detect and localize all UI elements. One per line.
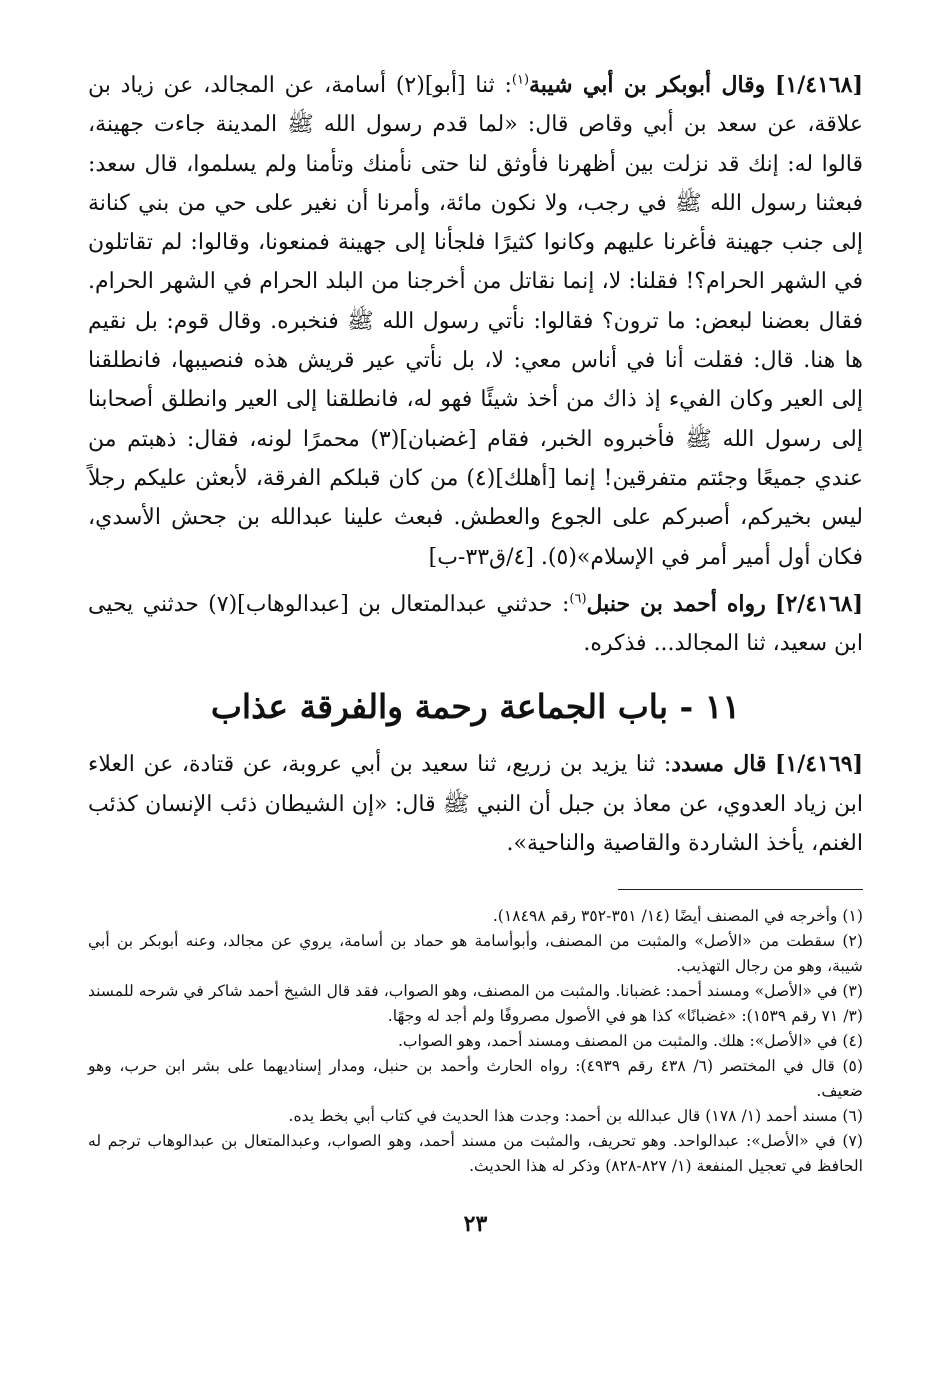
hadith-paragraph-3 bbox=[88, 745, 863, 863]
hadith-text: : ثنا يزيد بن زريع، ثنا سعيد بن أبي عروبة، عن قتادة، عن العلاء ابن زياد العدوي، عن معاذ بن جبل أن النبي ﷺ قال: «إن الشيطان ذئب الإنسان كذئب الغنم، يأخذ الشاردة والقاصية والناحية». bbox=[88, 752, 863, 857]
footnote-divider bbox=[618, 889, 863, 890]
folio-marker: [٤/ق٣٣-ب] bbox=[428, 544, 534, 570]
footnote-4: (٤) في «الأصل»: هلك. والمثبت من المصنف ومسند أحمد، وهو الصواب. bbox=[397, 1032, 863, 1051]
chapter-heading: ١١ - باب الجماعة رحمة والفرقة عذاب bbox=[210, 687, 741, 727]
footnote-2: (٢) سقطت من «الأصل» والمثبت من المصنف، وأبوأسامة هو حماد بن أسامة، يروي عن مجالد، وعنه أبوبكر بن أبي شيبة، وهو من رجال التهذيب. bbox=[88, 932, 863, 976]
footnote-1: (١) وأخرجه في المصنف أيضًا (١٤/ ٣٥١-٣٥٢ رقم ١٨٤٩٨). bbox=[492, 907, 863, 926]
hadith-paragraph-2 bbox=[88, 585, 863, 664]
hadith-reference: [٢/٤١٦٨] bbox=[775, 590, 863, 617]
hadith-reference: [١/٤١٦٨] bbox=[775, 72, 863, 98]
footnote-marker: (٦) bbox=[569, 591, 587, 607]
page-number: ٢٣ bbox=[463, 1211, 488, 1238]
hadith-lead: قال مسدد bbox=[671, 751, 767, 778]
hadith-paragraph-1 bbox=[88, 66, 863, 577]
footnote-5: (٥) قال في المختصر (٦/ ٤٣٨ رقم ٤٩٣٩): رواه الحارث وأحمد بن حنبل، ومدار إسناديهما على بشر ابن حرب، وهو ضعيف. bbox=[88, 1057, 864, 1101]
footnote-3: (٣) في «الأصل» ومسند أحمد: غضبانا. والمثبت من المصنف، وهو الصواب، فقد قال الشيخ أحمد شاكر في شرحه للمسند (٣/ ٧١ رقم ١٥٣٩): «غضبانًا» كذا هو في الأصول مصروفًا ولم أجد له وجهًا. bbox=[88, 982, 863, 1026]
footnote-7: (٧) في «الأصل»: عبدالواحد. وهو تحريف، والمثبت من مسند أحمد، وهو الصواب، وعبدالمتعال بن عبدالوهاب ترجم له الحافظ في تعجيل المنفعة (١/ ٨٢٧-٨٢٨) وذكر له هذا الحديث. bbox=[88, 1132, 863, 1176]
hadith-reference: [١/٤١٦٩] bbox=[775, 751, 863, 778]
hadith-text: : حدثني عبدالمتعال بن [عبدالوهاب](٧) حدثني يحيى ابن سعيد، ثنا المجالد... فذكره. bbox=[88, 591, 863, 657]
footnote-6: (٦) مسند أحمد (١/ ١٧٨) قال عبدالله بن أحمد: وجدت هذا الحديث في كتاب أبي بخط يده. bbox=[288, 1107, 863, 1126]
hadith-lead: وقال أبوبكر بن أبي شيبة bbox=[529, 72, 766, 98]
footnote-marker: (١) bbox=[511, 72, 530, 88]
hadith-text: : ثنا [أبو](٢) أسامة، عن المجالد، عن زياد بن علاقة، عن سعد بن أبي وقاص قال: «لما قدم رسول الله ﷺ المدينة جاءت جهينة، قالوا له: إنك قد نزلت بين أظهرنا فأوثق لنا حتى نأمنك وتأمنا ولم يسلموا، قال سعد: فبعثنا رسول الله ﷺ في رجب، ولا نكون مائة، وأمرنا أن نغير على حي من بني كنانة إلى جنب جهينة فأغرنا عليهم وكانوا كثيرًا فلجأنا إلى جهينة فمنعونا، وقالوا: لم تقاتلون في الشهر الحرام؟! فقلنا: لا، إنما نقاتل من أخرجنا من البلد الحرام في الشهر الحرام. فقال بعضنا لبعض: ما ترون؟ فقالوا: نأتي رسول الله ﷺ فنخبره. وقال قوم: بل نقيم ها هنا. قال: فقلت أنا في أناس معي: لا، بل نأتي عير قريش هذه فنصيبها، فانطلقنا إلى العير وكان الفيء إذ ذاك من أخذ شيئًا فهو له، فانطلقنا إلى العير وانطلق أصحابنا إلى رسول الله ﷺ فأخبروه الخبر، فقام [غضبان](٣) محمرًا لونه، فقال: ذهبتم من عندي جميعًا وجئتم متفرقين! إنما [أهلك](٤) من كان قبلكم الفرقة، لأبعثن عليكم رجلاً ليس بخيركم، أصبركم على الجوع والعطش. فبعث علينا عبدالله بن جحش الأسدي، فكان أول أمير أمر في الإسلام»(٥). bbox=[88, 73, 863, 570]
book-page bbox=[88, 66, 863, 1237]
footnotes bbox=[88, 904, 863, 1179]
hadith-lead: رواه أحمد بن حنبل bbox=[586, 590, 766, 617]
